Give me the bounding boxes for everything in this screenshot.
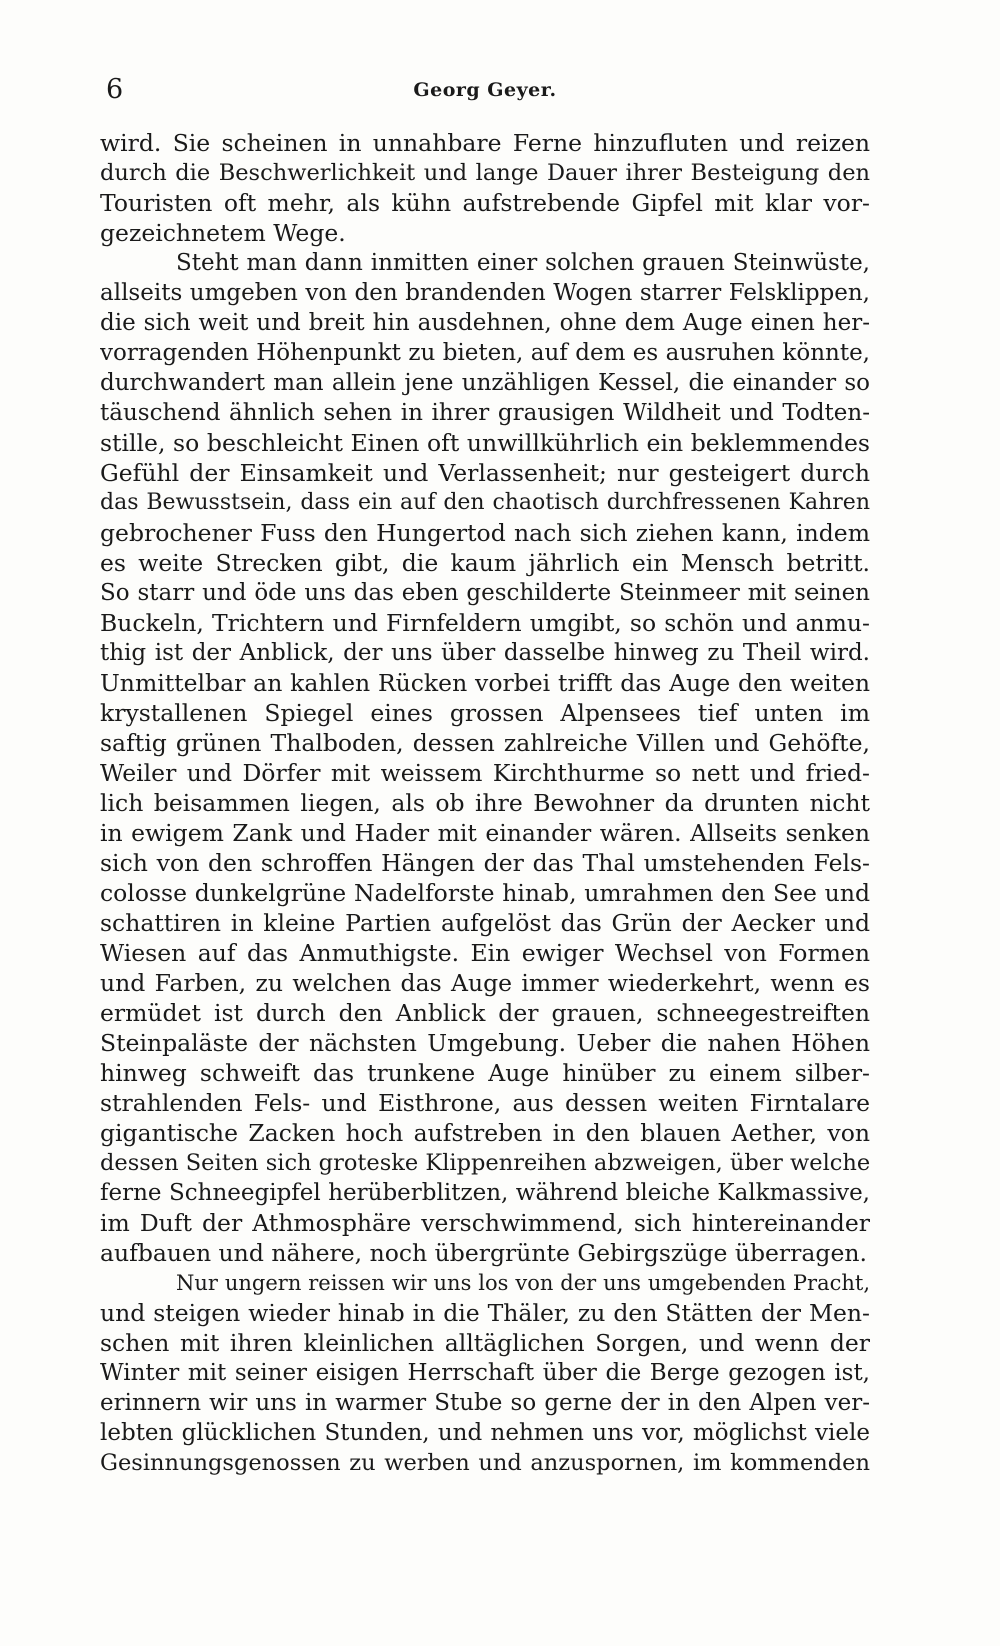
text-line: saftig grünen Thalboden, dessen zahlreiche Villen und Gehöfte,	[100, 729, 870, 757]
text-line: Steht man dann inmitten einer solchen grauen Steinwüste,	[176, 250, 870, 276]
text-line: und Farben, zu welchen das Auge immer wiederkehrt, wenn es	[100, 969, 870, 997]
text-line: durchwandert man allein jene unzähligen Kessel, die einander so	[100, 370, 870, 396]
text-line: und steigen wieder hinab in die Thäler, zu den Stätten der Men-	[100, 1299, 870, 1327]
text-line: schattiren in kleine Partien aufgelöst das Grün der Aecker und	[100, 909, 870, 937]
text-line: im Duft der Athmosphäre verschwimmend, sich hintereinander	[100, 1209, 870, 1237]
text-line: vorragenden Höhenpunkt zu bieten, auf dem es ausruhen könnte,	[100, 340, 870, 366]
text-line: sich von den schroffen Hängen der das Thal umstehenden Fels-	[100, 849, 870, 877]
text-line: wird. Sie scheinen in unnahbare Ferne hinzufluten und reizen	[100, 129, 870, 157]
text-line: die sich weit und breit hin ausdehnen, ohne dem Auge einen her-	[100, 310, 870, 336]
text-line: Unmittelbar an kahlen Rücken vorbei trifft das Auge den weiten	[100, 669, 870, 697]
text-line: thig ist der Anblick, der uns über dasselbe hinweg zu Theil wird.	[100, 640, 870, 666]
text-line: krystallenen Spiegel eines grossen Alpensees tief unten im	[100, 699, 870, 727]
page-header	[100, 72, 870, 108]
text-line: Gefühl der Einsamkeit und Verlassenheit; nur gesteigert durch	[100, 459, 870, 487]
text-line: ermüdet ist durch den Anblick der grauen, schneegestreiften	[100, 999, 870, 1027]
text-line: Wiesen auf das Anmuthigste. Ein ewiger Wechsel von Formen	[100, 939, 870, 967]
text-line: schen mit ihren kleinlichen alltäglichen Sorgen, und wenn der	[100, 1329, 870, 1357]
page-number: 6	[106, 74, 124, 105]
text-line: durch die Beschwerlichkeit und lange Dauer ihrer Besteigung den	[100, 160, 870, 186]
text-line: aufbauen und nähere, noch übergrünte Gebirgszüge überragen.	[100, 1239, 867, 1267]
text-line: ferne Schneegipfel herüberblitzen, während bleiche Kalkmassive,	[100, 1180, 870, 1206]
text-line: erinnern wir uns in warmer Stube so gerne der in den Alpen ver-	[100, 1390, 870, 1416]
text-line: Touristen oft mehr, als kühn aufstrebende Gipfel mit klar vor-	[100, 189, 870, 217]
text-line: es weite Strecken gibt, die kaum jährlich ein Mensch betritt.	[100, 549, 870, 577]
text-line: Winter mit seiner eisigen Herrschaft über die Berge gezogen ist,	[100, 1360, 870, 1386]
text-line: gezeichnetem Wege.	[100, 219, 346, 247]
text-line: gigantische Zacken hoch aufstreben in den blauen Aether, von	[100, 1119, 870, 1147]
text-line: Buckeln, Trichtern und Firnfeldern umgibt, so schön und anmu-	[100, 609, 870, 637]
text-line: Gesinnungsgenossen zu werben und anzuspornen, im kommenden	[100, 1450, 870, 1476]
body-text	[100, 128, 870, 1478]
text-line: in ewigem Zank und Hader mit einander wären. Allseits senken	[100, 819, 870, 847]
text-line: das Bewusstsein, dass ein auf den chaotisch durchfressenen Kahren	[100, 490, 870, 515]
text-line: gebrochener Fuss den Hungertod nach sich ziehen kann, indem	[100, 519, 870, 547]
text-line: täuschend ähnlich sehen in ihrer grausigen Wildheit und Todten-	[100, 400, 870, 426]
text-line: lich beisammen liegen, als ob ihre Bewohner da drunten nicht	[100, 789, 870, 817]
text-line: allseits umgeben von den brandenden Wogen starrer Felsklippen,	[100, 280, 870, 306]
text-line: hinweg schweift das trunkene Auge hinüber zu einem silber-	[100, 1059, 870, 1087]
text-line: Nur ungern reissen wir uns los von der uns umgebenden Pracht,	[176, 1271, 870, 1295]
text-line: lebten glücklichen Stunden, und nehmen uns vor, möglichst viele	[100, 1420, 870, 1446]
text-line: dessen Seiten sich groteske Klippenreihen abzweigen, über welche	[100, 1150, 870, 1176]
text-line: Weiler und Dörfer mit weissem Kirchthurme so nett und fried-	[100, 759, 870, 787]
text-line: So starr und öde uns das eben geschilderte Steinmeer mit seinen	[100, 580, 870, 606]
text-line: colosse dunkelgrüne Nadelforste hinab, umrahmen den See und	[100, 879, 870, 907]
text-line: stille, so beschleicht Einen oft unwillkührlich ein beklemmendes	[100, 429, 870, 457]
running-head: Georg Geyer.	[413, 79, 557, 101]
text-line: strahlenden Fels- und Eisthrone, aus dessen weiten Firntalare	[100, 1089, 870, 1117]
text-line: Steinpaläste der nächsten Umgebung. Ueber die nahen Höhen	[100, 1029, 870, 1057]
